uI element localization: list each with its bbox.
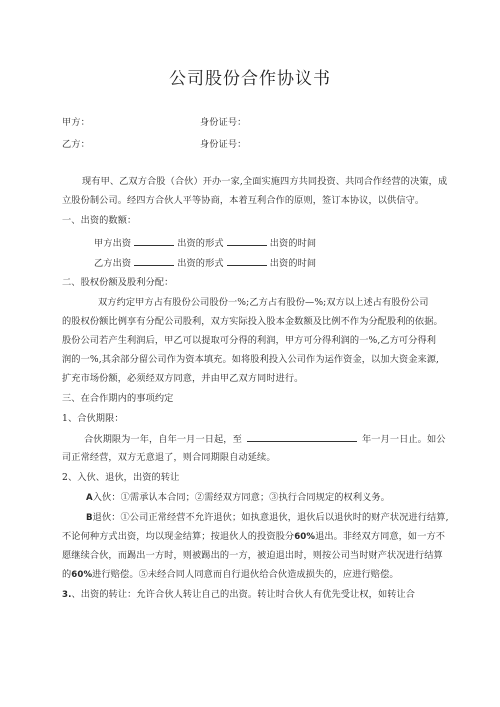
intro-line-2: 立股份制公司。经四方合伙人平等协商，本着互利合作的原则，签订本协议，以供信守。 bbox=[62, 195, 425, 206]
term-text-end: 年一月一日止。如公 bbox=[361, 434, 446, 445]
party-b-line bbox=[62, 138, 247, 151]
form-blank bbox=[227, 256, 267, 266]
join-clause-line bbox=[86, 491, 390, 505]
withdraw-clause-line-3: 愿继续合伙，而踢出一方时，则被踢出的一方，被迫退出时，则按公司当时财产状况进行结算 bbox=[62, 550, 443, 561]
section-3-2-heading: 2、入伙、退伙，出资的转让 bbox=[62, 472, 180, 483]
withdraw-text-a: 不论何种方式出资，均以现金结算；按退伙人的投资股分 bbox=[62, 531, 295, 542]
join-clause-text: 入伙：①需承认本合同；②需经双方同意；③执行合同规定的权利义务。 bbox=[92, 492, 390, 503]
section-3-1-line-2: 司正常经营，双方无意退了，则合同期限自动延续。 bbox=[62, 452, 276, 463]
withdraw-text-c: 退出。非经双方同意，如一方不 bbox=[315, 531, 446, 542]
transfer-clause-text: 、出资的转让：允许合伙人转让自己的出资。转让时合伙人有优先受让权，如转让合 bbox=[71, 589, 416, 600]
party-a-label: 甲方： bbox=[62, 117, 90, 128]
withdraw-clause-text: 退伙：①公司正常经营不允许退伙；如执意退伙，退伙后以退伙时的财产状况进行结算, bbox=[92, 512, 449, 523]
section-2-para-line-3: 股份公司若产生利润后，甲乙可以提取可分得的利润，甲方可分得利润的一%,乙方可分得利 bbox=[62, 335, 437, 346]
section-2-heading: 二、股权份额及股利分配： bbox=[62, 277, 174, 288]
clause-b-marker: B bbox=[86, 513, 93, 523]
contribution-blank bbox=[134, 236, 174, 246]
party-b-id-label: 身份证号： bbox=[200, 139, 247, 150]
section-2-para-line-2: 的股权份额比例享有分配公司股利，双方实际投入股本金数额及比例不作为分配股利的依据。 bbox=[62, 316, 443, 327]
section-3-1-heading: 1、合伙期限： bbox=[62, 413, 124, 424]
section-2-para-line-1: 双方约定甲方占有股份公司股份一%;乙方占有股份—%;双方以上述占有股份公司 bbox=[98, 297, 429, 308]
withdraw-clause-line-4 bbox=[62, 568, 399, 582]
compensation-text-a: 的 bbox=[62, 569, 72, 580]
party-a-contribution-label: 甲方出资 bbox=[94, 238, 132, 249]
intro-line-1: 现有甲、乙双方合股（合伙）开办一家,全面实施四方共同投资、共同合作经营的决策，成 bbox=[82, 176, 448, 187]
compensation-text-c: 进行赔偿。⑤未经合同人同意而自行退伙给合伙造成损失的，应进行赔偿。 bbox=[92, 569, 399, 580]
section-3-3-line bbox=[62, 588, 415, 602]
section-3-1-line-1 bbox=[84, 432, 446, 446]
party-a-id-label: 身份证号： bbox=[200, 117, 247, 128]
withdraw-percent: 60% bbox=[294, 532, 316, 542]
withdraw-clause-line-1 bbox=[86, 511, 449, 525]
document-title: 公司股份合作协议书 bbox=[169, 69, 331, 89]
party-b-label: 乙方： bbox=[62, 139, 90, 150]
party-b-form-label: 出资的形式 bbox=[177, 258, 224, 269]
party-b-contribution-row bbox=[94, 256, 316, 270]
clause-a-marker: A bbox=[86, 493, 93, 503]
section-2-para-line-5: 扩充市场份额，必须经双方同意，并由甲乙双方同时进行。 bbox=[62, 373, 304, 384]
term-text-start: 合伙期限为一年，自年一月一日起，至 bbox=[84, 434, 242, 445]
party-b-time-label: 出资的时间 bbox=[269, 258, 317, 269]
party-a-line bbox=[62, 116, 247, 129]
section-1-heading: 一、出资的数额： bbox=[62, 215, 137, 226]
party-b-contribution-label: 乙方出资 bbox=[94, 258, 132, 269]
withdraw-clause-line-2 bbox=[62, 530, 445, 544]
section-2-para-line-4: 润的一%,其余部分留公司作为资本填充。如将股利投入公司作为运作资金，以加大资金来源, bbox=[62, 354, 440, 365]
party-a-contribution-row bbox=[94, 236, 316, 250]
section-3-heading: 三、在合作期内的事项约定 bbox=[62, 393, 174, 404]
term-end-blank bbox=[247, 432, 357, 442]
compensation-percent: 60% bbox=[71, 570, 93, 580]
form-blank bbox=[227, 236, 267, 246]
contribution-blank bbox=[134, 256, 174, 266]
section-3-3-number: 3. bbox=[62, 590, 72, 600]
party-a-form-label: 出资的形式 bbox=[177, 238, 224, 249]
party-a-time-label: 出资的时间 bbox=[269, 238, 317, 249]
